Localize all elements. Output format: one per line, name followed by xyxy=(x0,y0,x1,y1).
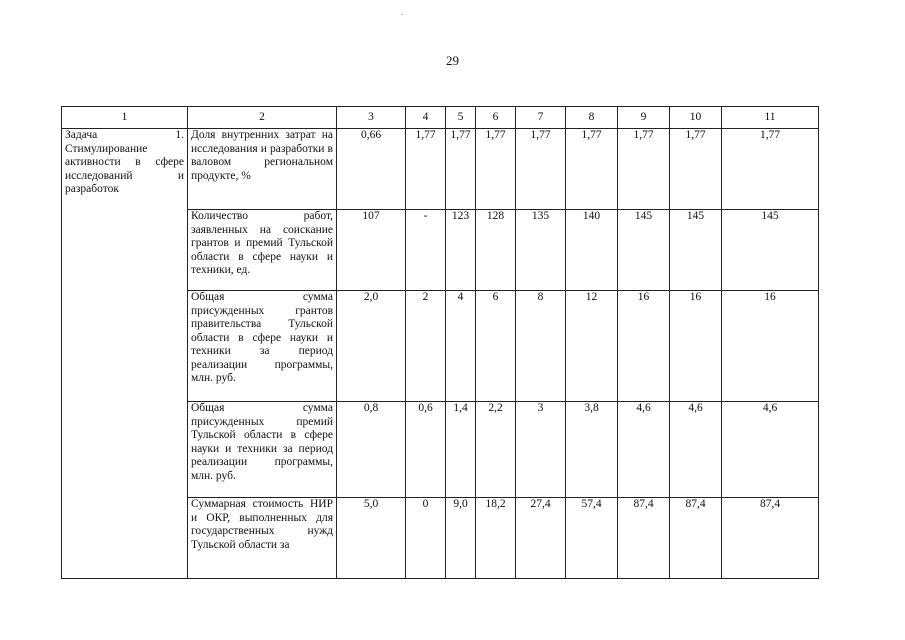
header-cell: 7 xyxy=(516,107,566,129)
value-cell: 87,4 xyxy=(670,498,722,579)
value-cell: 3,8 xyxy=(566,402,618,498)
header-row xyxy=(62,107,819,129)
value-cell: 128 xyxy=(476,210,516,291)
indicator-cell: Суммарная стоимость НИР и ОКР, выполненных для государственных нужд Тульской области за xyxy=(188,498,337,579)
page-number: 29 xyxy=(446,53,459,68)
value-cell: 57,4 xyxy=(566,498,618,579)
value-cell: 1,77 xyxy=(618,129,670,210)
value-cell: 2,2 xyxy=(476,402,516,498)
header-cell: 2 xyxy=(188,107,337,129)
value-cell: 5,0 xyxy=(337,498,406,579)
value-cell: 1,77 xyxy=(722,129,819,210)
value-cell: 4,6 xyxy=(670,402,722,498)
value-cell: 0,6 xyxy=(406,402,446,498)
value-cell: 16 xyxy=(618,291,670,402)
value-cell: 0 xyxy=(406,498,446,579)
indicator-cell: Доля внутренних затрат на исследования и разработки в валовом региональном продукте, % xyxy=(188,129,337,210)
scan-speck xyxy=(401,14,403,15)
value-cell: 135 xyxy=(516,210,566,291)
header-cell: 11 xyxy=(722,107,819,129)
value-cell: 145 xyxy=(670,210,722,291)
value-cell: 87,4 xyxy=(618,498,670,579)
indicator-cell: Общая сумма присужденных премий Тульской области в сфере науки и техники за период реализации программы, млн. руб. xyxy=(188,402,337,498)
value-cell: 0,66 xyxy=(337,129,406,210)
value-cell: 4,6 xyxy=(722,402,819,498)
value-cell: 1,77 xyxy=(670,129,722,210)
value-cell: 87,4 xyxy=(722,498,819,579)
value-cell: - xyxy=(406,210,446,291)
value-cell: 2 xyxy=(406,291,446,402)
value-cell: 145 xyxy=(618,210,670,291)
value-cell: 18,2 xyxy=(476,498,516,579)
value-cell: 140 xyxy=(566,210,618,291)
header-cell: 5 xyxy=(446,107,476,129)
header-cell: 3 xyxy=(337,107,406,129)
value-cell: 12 xyxy=(566,291,618,402)
value-cell: 4 xyxy=(446,291,476,402)
value-cell: 1,77 xyxy=(476,129,516,210)
header-cell: 10 xyxy=(670,107,722,129)
value-cell: 27,4 xyxy=(516,498,566,579)
table-row xyxy=(62,129,819,210)
indicators-table xyxy=(61,106,819,579)
value-cell: 1,77 xyxy=(516,129,566,210)
value-cell: 16 xyxy=(670,291,722,402)
task-cell xyxy=(62,129,188,579)
value-cell: 6 xyxy=(476,291,516,402)
header-cell: 8 xyxy=(566,107,618,129)
indicator-cell: Количество работ, заявленных на соискание грантов и премий Тульской области в сфере науки и техники, ед. xyxy=(188,210,337,291)
value-cell: 107 xyxy=(337,210,406,291)
value-cell: 9,0 xyxy=(446,498,476,579)
value-cell: 1,4 xyxy=(446,402,476,498)
value-cell: 2,0 xyxy=(337,291,406,402)
indicator-cell: Общая сумма присужденных грантов правительства Тульской области в сфере науки и техники за период реализации программы, млн. руб. xyxy=(188,291,337,402)
header-cell: 4 xyxy=(406,107,446,129)
header-cell: 9 xyxy=(618,107,670,129)
value-cell: 123 xyxy=(446,210,476,291)
header-cell: 6 xyxy=(476,107,516,129)
task-text: Задача 1. Стимулирование активности в сфере исследований и разработок xyxy=(65,129,184,195)
header-cell: 1 xyxy=(62,107,188,129)
value-cell: 0,8 xyxy=(337,402,406,498)
value-cell: 4,6 xyxy=(618,402,670,498)
value-cell: 3 xyxy=(516,402,566,498)
value-cell: 145 xyxy=(722,210,819,291)
value-cell: 1,77 xyxy=(406,129,446,210)
value-cell: 1,77 xyxy=(566,129,618,210)
value-cell: 16 xyxy=(722,291,819,402)
value-cell: 8 xyxy=(516,291,566,402)
value-cell: 1,77 xyxy=(446,129,476,210)
